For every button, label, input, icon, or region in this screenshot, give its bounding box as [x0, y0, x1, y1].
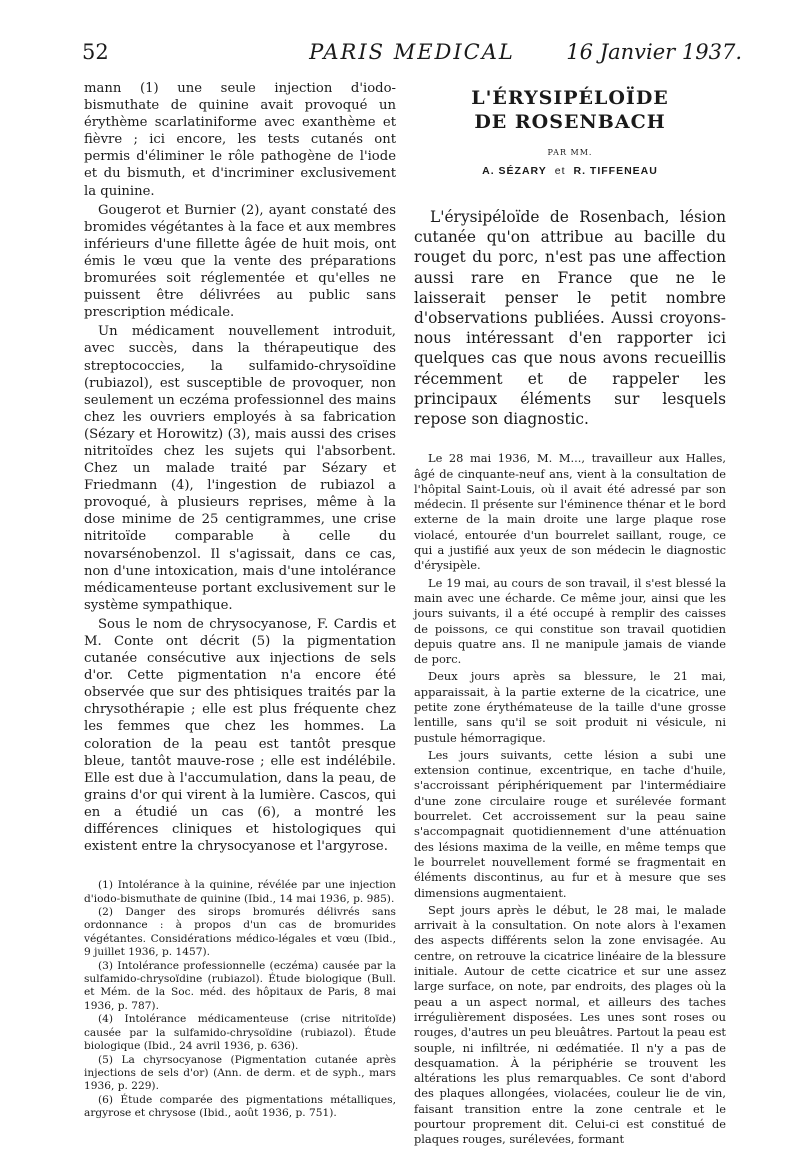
- authors: [414, 165, 726, 177]
- par-label: PAR MM.: [547, 148, 593, 157]
- paragraph: Sous le nom de chrysocyanose, F. Cardis et M. Conte ont décrit (5) la pigmentation cutanée consécutive aux injections de sels d'or. Cette pigmentation n'a encore été observée que sur des phtisiques traités par la chrysothérapie ; elle est plus fréquente chez les femmes que chez les hommes. La coloration de la peau est tantôt presque bleue, tantôt mauve-rose ; elle est indélébile. Elle est due à l'accumulation, dans la peau, de grains d'or qui virent à la lumière. Cascos, qui en a étudié un cas (6), a montré les différences cliniques et histologiques qui existent entre la chrysocyanose et l'argyrose.: [84, 616, 396, 855]
- journal-title: PARIS MEDICAL: [309, 40, 515, 64]
- footnote: (5) La chyrsocyanose (Pigmentation cutanée après injections de sels d'or) (Ann. de derm. et de syph., mars 1936, p. 229).: [84, 1053, 396, 1093]
- paragraph: Deux jours après sa blessure, le 21 mai, apparaissait, à la partie externe de la cicatrice, une petite zone érythémateuse de la taille d'une grosse lentille, sans qu'il se soit produit ni vésicule, ni pustule hémorragique.: [414, 669, 726, 745]
- author-conjunction: et: [554, 165, 566, 177]
- footnotes: [84, 879, 396, 1120]
- paragraph: Les jours suivants, cette lésion a subi une extension continue, excentrique, en tache d'huile, s'accroissant périphériquement par l'intermédiaire d'une zone circulaire rouge et surélevée formant bourrelet. Cet accroissement sur la peau saine s'accompagnait quotidiennement d'une atténuation des lésions maxima de la veille, en même temps que le bourrelet nouvellement formé se fragmentait en éléments discontinus, au fur et à mesure que ses dimensions augmentaient.: [414, 747, 726, 900]
- paragraph: Sept jours après le début, le 28 mai, le malade arrivait à la consultation. On note alors à l'examen des aspects différents selon la zone envisagée. Au centre, on retrouve la cicatrice linéaire de la blessure initiale. Autour de cette cicatrice et sur une assez large surface, on note, par endroits, des plages où la peau a un aspect normal, et ailleurs des taches irrégulièrement disposées. Les unes sont roses ou rouges, d'autres un peu bleuâtres. Partout la peau est souple, ni infiltrée, ni œdématiée. Il n'y a pas de desquamation. À la périphérie se trouvent les altérations les plus remarquables. Ce sont d'abord des plaques allongées, violacées, couleur lie de vin, faisant transition entre la zone centrale et le pourtour proprement dit. Celui-ci est constitué de plaques rouges, surélevées, formant: [414, 902, 726, 1147]
- left-column: [84, 80, 396, 1121]
- paragraph: mann (1) une seule injection d'iodo-bismuthate de quinine avait provoqué un érythème scarlatiniforme avec exanthème et fièvre ; ici encore, les tests cutanés ont permis d'éliminer le rôle pathogène de l'iode et du bismuth, et d'incriminer exclusivement la quinine.: [84, 81, 396, 199]
- author: R. TIFFENEAU: [573, 165, 658, 177]
- author: A. SÉZARY: [482, 165, 547, 177]
- article-title-line: L'ÉRYSIPÉLOÏDE: [471, 87, 669, 109]
- paragraph: Le 28 mai 1936, M. M..., travailleur aux Halles, âgé de cinquante-neuf ans, vient à la consultation de l'hôpital Saint-Louis, où il avait été adressé par son médecin. Il présente sur l'éminence thénar et le bord externe de la main droite une large plaque rose violacé, entourée d'un bourrelet saillant, rouge, ce qui a justifié aux yeux de son médecin le diagnostic d'érysipèle.: [414, 451, 726, 573]
- paragraph: Gougerot et Burnier (2), ayant constaté des bromides végétantes à la face et aux membres inférieurs d'une fillette âgée de huit mois, ont émis le vœu que la vente des préparations bromurées soit réglementée et qu'elles ne puissent être délivrées au public sans prescription médicale.: [84, 202, 396, 321]
- article-title-line: DE ROSENBACH: [474, 111, 666, 133]
- footnote: (2) Danger des sirops bromurés délivrés sans ordonnance : à propos d'un cas de bromurides végétantes. Considérations médico-légales et vœu (Ibid., 9 juillet 1936, p. 1457).: [84, 906, 396, 959]
- footnote: (6) Étude comparée des pigmentations métalliques, argyrose et chrysose (Ibid., août 1936, p. 751).: [84, 1093, 396, 1120]
- footnote: (4) Intolérance médicamenteuse (crise nitritoïde) causée par la sulfamido-chrysoïdine (rubiazol). Étude biologique (Ibid., 24 avril 1936, p. 636).: [84, 1013, 396, 1053]
- page-number: 52: [82, 40, 109, 64]
- footnote: (3) Intolérance professionnelle (eczéma) causée par la sulfamido-chrysoïdine (rubiazol). Étude biologique (Bull. et Mém. de la Soc. méd. des hôpitaux de Paris, 8 mai 1936, p. 787).: [84, 959, 396, 1012]
- issue-date: 16 Janvier 1937.: [566, 40, 742, 64]
- paragraph: Un médicament nouvellement introduit, avec succès, dans la thérapeutique des streptococcies, la sulfamido-chrysoïdine (rubiazol), est susceptible de provoquer, non seulement un eczéma professionnel des mains chez les ouvriers employés à sa fabrication (Sézary et Horowitz) (3), mais aussi des crises nitritoïdes chez les sujets qui l'absorbent. Chez un malade traité par Sézary et Friedmann (4), l'ingestion de rubiazol a provoqué, à plusieurs reprises, même à la dose minime de 25 centigrammes, une crise nitritoïde comparable à celle du novarsénobenzol. Il s'agissait, dans ce cas, non d'une intoxication, mais d'une intolérance médicamenteuse portant exclusivement sur le système sympathique.: [84, 324, 396, 613]
- footnote: (1) Intolérance à la quinine, révélée par une injection d'iodo-bismuthate de quinine (Ibid., 14 mai 1936, p. 985).: [84, 879, 396, 905]
- running-header: [82, 40, 742, 70]
- right-column: [414, 80, 726, 1150]
- article-abstract: L'érysipéloïde de Rosenbach, lésion cutanée qu'on attribue au bacille du rouget du porc, n'est pas une affection aussi rare en France que ne le laisserait penser le petit nombre d'observations publiées. Aussi croyons-nous intéressant d'en rapporter ici quelques cas que nous avons recueillis récemment et de rappeler les principaux éléments sur lesquels repose son diagnostic.: [414, 208, 726, 429]
- article-title: [414, 86, 726, 134]
- paragraph: Le 19 mai, au cours de son travail, il s'est blessé la main avec une écharde. Ce même jour, ainsi que les jours suivants, il a été occupé à remplir des caisses de poissons, ce qui constitue son travail quotidien depuis quatre ans. Il ne manipule jamais de viande de porc.: [414, 575, 726, 667]
